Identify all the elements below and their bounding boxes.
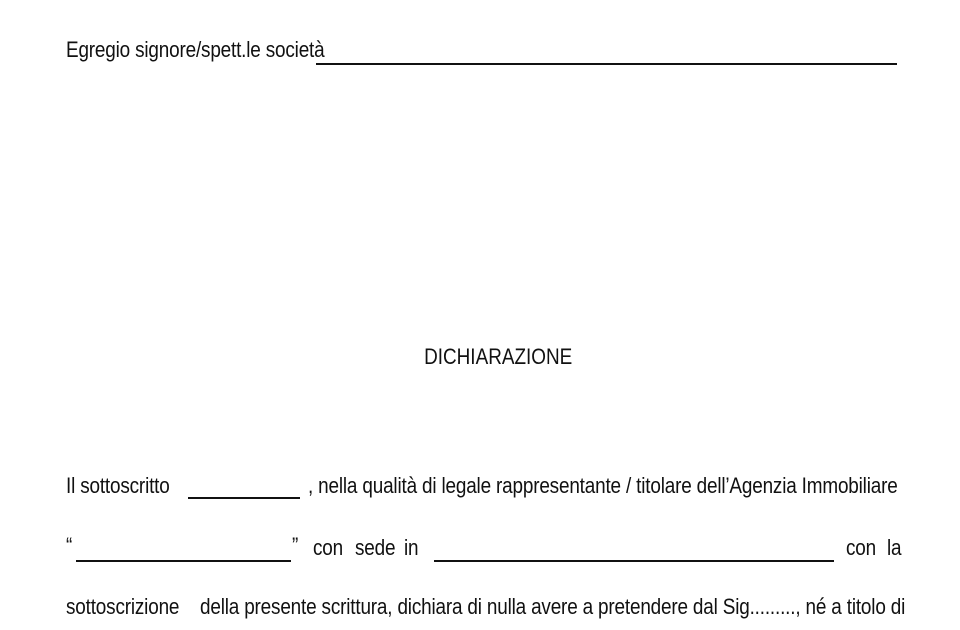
agency-name-blank — [76, 560, 291, 562]
body-line2-con: con — [313, 535, 343, 560]
close-quote: ” — [292, 533, 299, 558]
body-line1-start: Il sottoscritto — [66, 473, 170, 498]
body-line2-la: la — [887, 535, 902, 560]
body-line3-start: sottoscrizione — [66, 594, 180, 619]
salutation-label: Egregio signore/spett.le società — [66, 37, 325, 62]
body-line2-in: in — [404, 535, 419, 560]
body-line3-rest: della presente scrittura, dichiara di nulla avere a pretendere dal Sig........., né a titolo di — [200, 594, 906, 619]
body-line2-sede: sede — [355, 535, 396, 560]
open-quote: “ — [66, 533, 73, 558]
body-line2-con-end: con — [846, 535, 876, 560]
undersigned-name-blank — [188, 497, 300, 499]
headquarters-blank — [434, 560, 834, 562]
recipient-name-blank — [316, 63, 897, 65]
body-line1-end: , nella qualità di legale rappresentante / titolare dell’Agenzia Immobiliare — [308, 473, 898, 498]
document-title: DICHIARAZIONE — [424, 344, 573, 369]
